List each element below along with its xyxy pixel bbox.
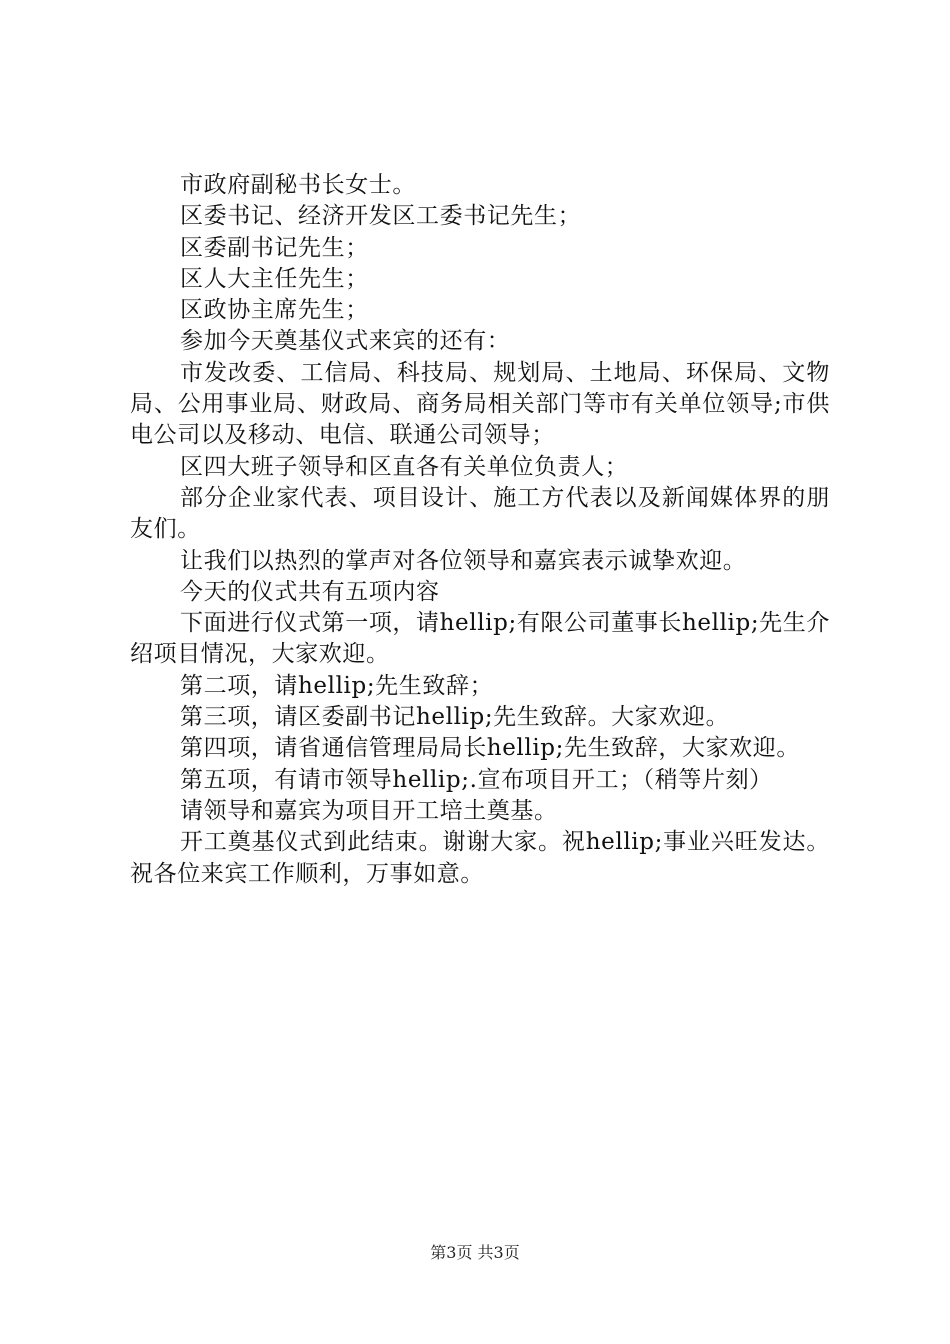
paragraph: 区委书记、经济开发区工委书记先生；	[180, 203, 582, 230]
paragraph: 区人大主任先生；	[180, 265, 369, 292]
paragraph: 开工奠基仪式到此结束。谢谢大家。祝hellip;事业兴旺发达。祝各位来宾工作顺利，万事如意。	[130, 829, 830, 887]
paragraph: 下面进行仪式第一项，请hellip;有限公司董事长hellip;先生介绍项目情况，大家欢迎。	[130, 610, 830, 668]
paragraph: 市政府副秘书长女士。	[180, 172, 416, 198]
paragraph: 区政协主席先生；	[180, 297, 369, 324]
paragraph: 参加今天奠基仪式来宾的还有：	[180, 328, 511, 355]
paragraph: 第二项，请hellip;先生致辞；	[180, 672, 494, 699]
paragraph: 部分企业家代表、项目设计、施工方代表以及新闻媒体界的朋友们。	[130, 484, 830, 543]
paragraph: 第三项，请区委副书记hellip;先生致辞。大家欢迎。	[180, 704, 730, 731]
paragraph: 第五项，有请市领导hellip;.宣布项目开工；（稍等片刻）	[180, 766, 773, 793]
paragraph: 市发改委、工信局、科技局、规划局、土地局、环保局、文物局、公用事业局、财政局、商务局相关部门等市有关单位领导;市供电公司以及移动、电信、联通公司领导；	[130, 359, 830, 449]
paragraph: 请领导和嘉宾为项目开工培土奠基。	[180, 797, 558, 824]
paragraph: 让我们以热烈的掌声对各位领导和嘉宾表示诚挚欢迎。	[180, 547, 747, 574]
paragraph: 今天的仪式共有五项内容	[180, 578, 440, 605]
paragraph: 区委副书记先生；	[180, 234, 369, 261]
page-footer: 第3页 共3页	[430, 1243, 520, 1262]
paragraph: 区四大班子领导和区直各有关单位负责人；	[180, 453, 629, 480]
paragraph: 第四项，请省通信管理局局长hellip;先生致辞，大家欢迎。	[180, 735, 800, 762]
document-body	[130, 170, 830, 890]
